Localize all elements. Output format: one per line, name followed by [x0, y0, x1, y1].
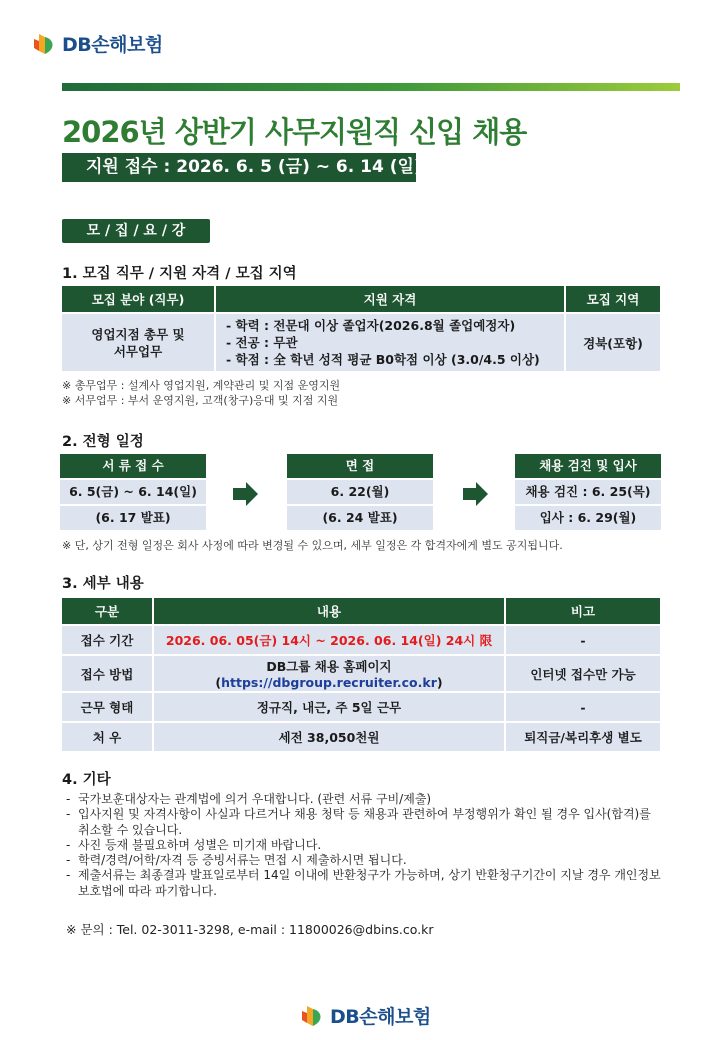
- arrow-right-icon: [463, 481, 489, 507]
- region: 경북(포항): [566, 314, 660, 371]
- row-content: [154, 656, 504, 691]
- qualification-item: - 전공 : 무관: [226, 335, 298, 350]
- list-item: - 학력/경력/어학/자격 등 증빙서류는 면접 시 제출하시면 됩니다.: [66, 853, 407, 868]
- qualification-item: - 학점 : 全 학년 성적 평균 B0학점 이상 (3.0/4.5 이상): [226, 352, 540, 367]
- step-line1: 채용 검진 : 6. 25(목): [515, 480, 661, 504]
- list-item-text: 사진 등재 불필요하며 성별은 미기재 바랍니다.: [78, 837, 322, 852]
- section2-heading: 2. 전형 일정: [62, 434, 144, 450]
- db-logo-icon: [300, 1003, 326, 1029]
- section2-note: ※ 단, 상기 전형 일정은 회사 사정에 따라 변경될 수 있으며, 세부 일정은 각 합격자에게 별도 공지됩니다.: [62, 539, 563, 552]
- content-text: DB그룹 채용 홈페이지(: [215, 659, 392, 690]
- brand-name: DB손해보험: [62, 34, 163, 56]
- section1-note: ※ 서무업무 : 부서 운영지원, 고객(창구)응대 및 지점 지원: [62, 394, 339, 407]
- row-content: 2026. 06. 05(금) 14시 ~ 2026. 06. 14(일) 24시 限: [154, 626, 504, 654]
- step-line2: (6. 24 발표): [287, 506, 433, 530]
- step-title: 서 류 접 수: [60, 454, 206, 478]
- content-text: ): [436, 675, 443, 690]
- section3-table: [60, 596, 662, 753]
- job-field: 영업지점 총무 및 서무업무: [62, 314, 214, 371]
- etc-list: [66, 792, 666, 899]
- brand-logo-top: [32, 30, 163, 57]
- qualification-list: [216, 314, 564, 371]
- section1-table: [60, 284, 662, 373]
- step-line1: 6. 5(금) ~ 6. 14(일): [60, 480, 206, 504]
- row-remark: -: [506, 693, 660, 721]
- list-item-text: 제출서류는 최종결과 발표일로부터 14일 이내에 반환청구가 가능하며, 상기 반환청구기간이 지날 경우 개인정보보호법에 따라 파기합니다.: [78, 868, 661, 898]
- application-period: 지원 접수 : 2026. 6. 5 (금) ~ 6. 14 (일): [62, 153, 416, 182]
- section1-note: ※ 총무업무 : 설계사 영업지원, 계약관리 및 지점 운영지원: [62, 379, 341, 392]
- row-remark: 인터넷 접수만 가능: [506, 656, 660, 691]
- row-label: 접수 기간: [62, 626, 152, 654]
- schedule-step: [287, 454, 433, 530]
- table-row: [62, 626, 660, 654]
- step-line2: 입사 : 6. 29(월): [515, 506, 661, 530]
- col-header-qualification: 지원 자격: [216, 286, 564, 312]
- col-header-remark: 비고: [506, 598, 660, 624]
- section3-heading: 3. 세부 내용: [62, 576, 144, 592]
- recruitment-outline-label: 모 / 집 / 요 / 강: [62, 219, 210, 243]
- step-line2: (6. 17 발표): [60, 506, 206, 530]
- step-line1: 6. 22(월): [287, 480, 433, 504]
- list-item-text: 입사지원 및 자격사항이 사실과 다르거나 채용 청탁 등 채용과 관련하여 부정행위가 확인 될 경우 입사(합격)를 취소할 수 있습니다.: [78, 807, 651, 837]
- list-item: - 사진 등재 불필요하며 성별은 미기재 바랍니다.: [66, 837, 322, 852]
- page-title: 2026년 상반기 사무지원직 신입 채용: [62, 115, 527, 149]
- table-row: [62, 693, 660, 721]
- schedule-step: [515, 454, 661, 530]
- list-item: - 국가보훈대상자는 관계법에 의거 우대합니다. (관련 서류 구비/제출): [66, 792, 432, 806]
- list-item: - 제출서류는 최종결과 발표일로부터 14일 이내에 반환청구가 가능하며, 상기 반환청구기간이 지날 경우 개인정보보호법에 따라 파기합니다.: [66, 868, 666, 899]
- section4-heading: 4. 기타: [62, 772, 111, 788]
- row-remark: -: [506, 626, 660, 654]
- db-logo-icon: [32, 31, 58, 57]
- contact-info: ※ 문의 : Tel. 02-3011-3298, e-mail : 11800026@dbins.co.kr: [66, 922, 434, 937]
- step-title: 면 접: [287, 454, 433, 478]
- arrow-right-icon: [233, 481, 259, 507]
- list-item-text: 학력/경력/어학/자격 등 증빙서류는 면접 시 제출하시면 됩니다.: [78, 853, 407, 868]
- step-title: 채용 검진 및 입사: [515, 454, 661, 478]
- col-header-field: 모집 분야 (직무): [62, 286, 214, 312]
- brand-logo-bottom: [300, 1002, 431, 1029]
- qualification-item: - 학력 : 전문대 이상 졸업자(2026.8월 졸업예정자): [226, 318, 516, 333]
- row-label: 접수 방법: [62, 656, 152, 691]
- row-content: 정규직, 내근, 주 5일 근무: [154, 693, 504, 721]
- brand-name: DB손해보험: [330, 1006, 431, 1028]
- recruit-site-link[interactable]: https://dbgroup.recruiter.co.kr: [221, 675, 437, 690]
- table-row: [62, 656, 660, 691]
- header-gradient-bar: [62, 83, 680, 91]
- row-remark: 퇴직금/복리후생 별도: [506, 723, 660, 751]
- list-item-text: 국가보훈대상자는 관계법에 의거 우대합니다. (관련 서류 구비/제출): [78, 792, 432, 806]
- row-label: 처 우: [62, 723, 152, 751]
- col-header-region: 모집 지역: [566, 286, 660, 312]
- row-content: 세전 38,050천원: [154, 723, 504, 751]
- section1-heading: 1. 모집 직무 / 지원 자격 / 모집 지역: [62, 266, 297, 282]
- col-header-content: 내용: [154, 598, 504, 624]
- schedule-step: [60, 454, 206, 530]
- list-item: - 입사지원 및 자격사항이 사실과 다르거나 채용 청탁 등 채용과 관련하여 부정행위가 확인 될 경우 입사(합격)를 취소할 수 있습니다.: [66, 807, 666, 838]
- col-header-category: 구분: [62, 598, 152, 624]
- row-label: 근무 형태: [62, 693, 152, 721]
- table-row: [62, 723, 660, 751]
